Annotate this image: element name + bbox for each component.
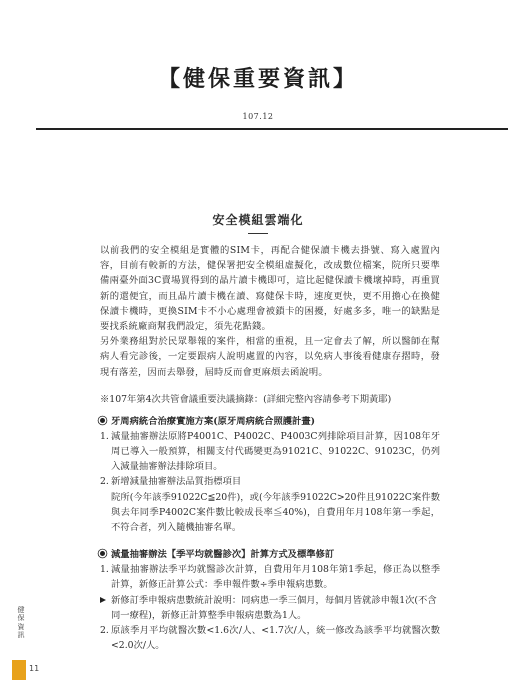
item-heading-text: 牙周病統合治療實施方案(原牙周病統合照護計畫) <box>111 415 316 427</box>
section-title: 安全模組雲端化 <box>212 213 304 227</box>
arrow-right-icon <box>100 597 106 603</box>
paragraph-patient-reports: 另外業務組對於民眾舉報的案件，相當的重視，且一定會去了解，所以醫師在幫病人看完診後，一定要跟病人說明處置的內容，以免病人事後看健康存摺時，發現有落差，因而去舉發，屆時反而會更麻煩去函說明。 <box>100 336 440 378</box>
list-marker: 2. <box>100 625 109 637</box>
list-marker: 2. <box>100 476 109 488</box>
list-marker: 1. <box>100 430 109 442</box>
arrow-list-item <box>100 593 440 623</box>
item-heading-visit-frequency <box>100 547 440 562</box>
meeting-note: ※107年第4次共管會議重要決議摘錄：(詳細完整內容請參考下期黃耶) <box>100 393 392 405</box>
item-heading-periodontal <box>100 414 440 429</box>
list-item <box>100 562 440 592</box>
list-item-continuation <box>100 490 440 536</box>
list-item-text: 減量抽審辦法季平均就醫診次計算，自費用年月108年第1季起，修正為以整季計算，新修正計算公式：季申報件數÷季申報病患數。 <box>111 564 440 591</box>
list-item-text: 新修訂季申報病患數統計說明：同病患一季三個月，每個月皆就診申報1次(不含同一療程)，新修正計算整季申報病患數為1人。 <box>111 594 437 621</box>
list-item-text: 原該季月平均就醫次數<1.6次/人、<1.7次/人，統一修改為該季平均就醫次數<2.0次/人。 <box>111 625 440 652</box>
list-item-text: 院所(今年該季91022C≦20件)，或(今年該季91022C>20件且91022C案件數與去年同季P4002C案件數比較成長率≦40%)，自費用年月108年第一季起，不符合者，列入隨機抽審名單。 <box>111 491 440 534</box>
list-item-text: 減量抽審辦法原將P4001C、P4002C、P4003C列排除項目計算，因108年牙周已導入一般預算，相關支付代碼變更為91021C、91022C、91023C，仍列入減量抽審辦法排除項目。 <box>111 430 440 473</box>
section-body <box>100 243 440 653</box>
item-heading-text: 減量抽審辦法【季平均就醫診次】計算方式及標準修訂 <box>111 549 335 561</box>
list-item <box>100 623 440 653</box>
bullet-icon <box>100 551 105 556</box>
paragraph-sim-module: 以前我們的安全模組是實體的SIM卡，再配合健保讀卡機去掛號、寫入處置內容，目前有較新的方法，健保署把安全模組虛擬化，改成數位檔案，院所只要準備兩臺外面3C賣場買得到的晶片讀卡機即可，這比起健保讀卡機壞掉時，再重買新的還便宜，而且晶片讀卡機在讀、寫健保卡時，速度更快，更不用擔心在換健保讀卡機時，更換SIM卡不小心處理會被鎖卡的困擾，好處多多，唯一的缺點是要找系統廠商幫我們設定，須先花點錢。 <box>100 245 440 333</box>
list-item <box>100 474 440 489</box>
header-divider <box>36 128 508 130</box>
list-item-text: 新增減量抽審辦法品質指標項目 <box>111 476 242 488</box>
side-section-label: 健保資訊 <box>17 606 25 640</box>
section-title-underline <box>248 233 268 234</box>
list-marker: 1. <box>100 564 109 576</box>
list-item <box>100 429 440 475</box>
page-title: 【健保重要資訊】 <box>157 66 358 92</box>
issue-date: 107.12 <box>242 112 274 121</box>
bullet-icon <box>100 418 105 423</box>
page-number: 11 <box>29 664 40 673</box>
